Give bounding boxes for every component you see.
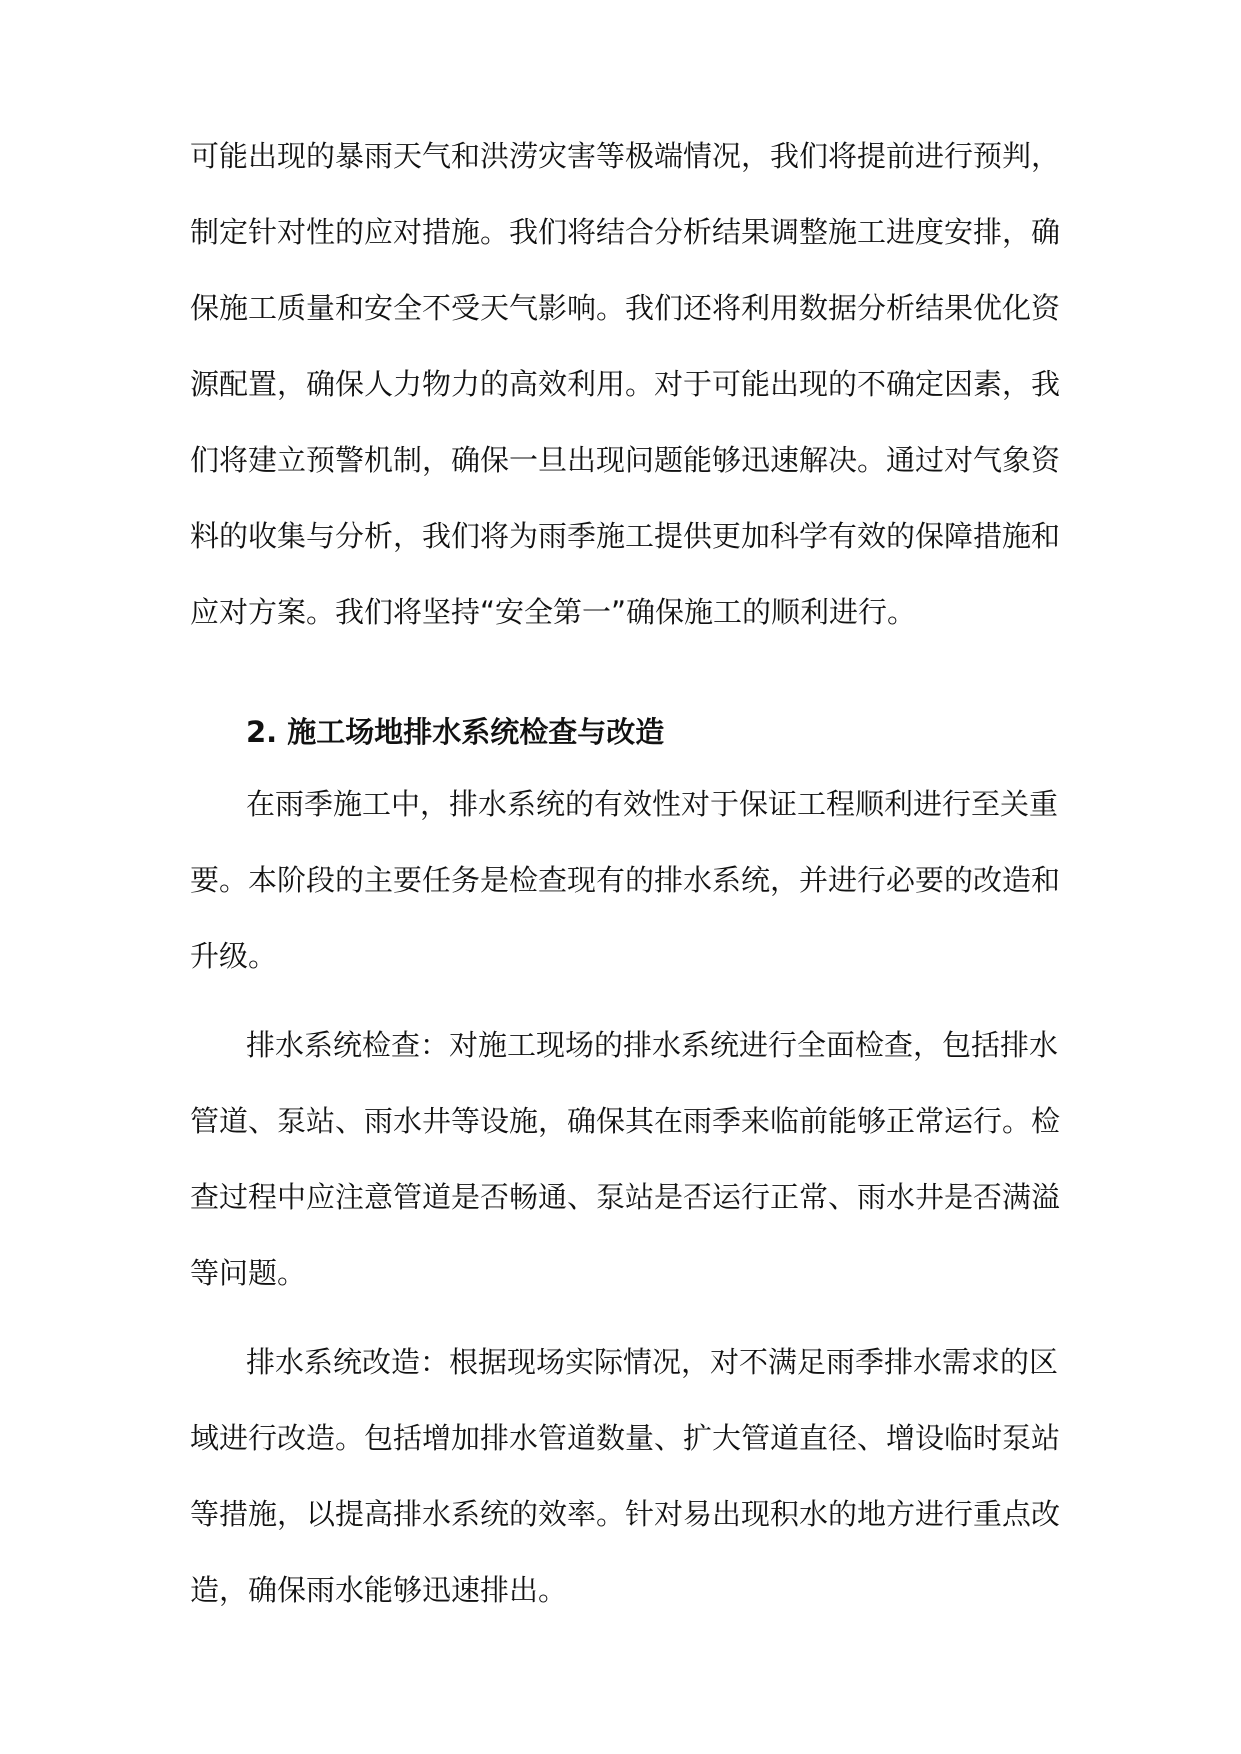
intro-line: 源配置，确保人力物力的高效利用。对于可能出现的不确定因素，我 <box>190 367 1061 401</box>
intro-line: 们将建立预警机制，确保一旦出现问题能够迅速解决。通过对气象资 <box>190 443 1061 477</box>
paragraph-line: 升级。 <box>190 939 278 973</box>
paragraph-line: 域进行改造。包括增加排水管道数量、扩大管道直径、增设临时泵站 <box>190 1421 1061 1455</box>
paragraph-line: 查过程中应注意管道是否畅通、泵站是否运行正常、雨水井是否满溢 <box>190 1180 1061 1214</box>
intro-line: 可能出现的暴雨天气和洪涝灾害等极端情况，我们将提前进行预判， <box>190 139 1061 173</box>
paragraph-line: 在雨季施工中，排水系统的有效性对于保证工程顺利进行至关重 <box>246 787 1059 821</box>
paragraph-line: 等问题。 <box>190 1256 307 1290</box>
intro-line: 应对方案。我们将坚持“安全第一”确保施工的顺利进行。 <box>190 595 917 629</box>
section-heading: 2. 施工场地排水系统检查与改造 <box>246 715 665 749</box>
paragraph-line: 要。本阶段的主要任务是检查现有的排水系统，并进行必要的改造和 <box>190 863 1061 897</box>
paragraph-line: 造，确保雨水能够迅速排出。 <box>190 1573 568 1607</box>
intro-line: 制定针对性的应对措施。我们将结合分析结果调整施工进度安排，确 <box>190 215 1061 249</box>
intro-line: 保施工质量和安全不受天气影响。我们还将利用数据分析结果优化资 <box>190 291 1061 325</box>
paragraph-line: 等措施，以提高排水系统的效率。针对易出现积水的地方进行重点改 <box>190 1497 1061 1531</box>
paragraph-line: 管道、泵站、雨水井等设施，确保其在雨季来临前能够正常运行。检 <box>190 1104 1061 1138</box>
paragraph-line: 排水系统检查：对施工现场的排水系统进行全面检查，包括排水 <box>246 1028 1059 1062</box>
paragraph-line: 排水系统改造：根据现场实际情况，对不满足雨季排水需求的区 <box>246 1345 1059 1379</box>
intro-line: 料的收集与分析，我们将为雨季施工提供更加科学有效的保障措施和 <box>190 519 1061 553</box>
